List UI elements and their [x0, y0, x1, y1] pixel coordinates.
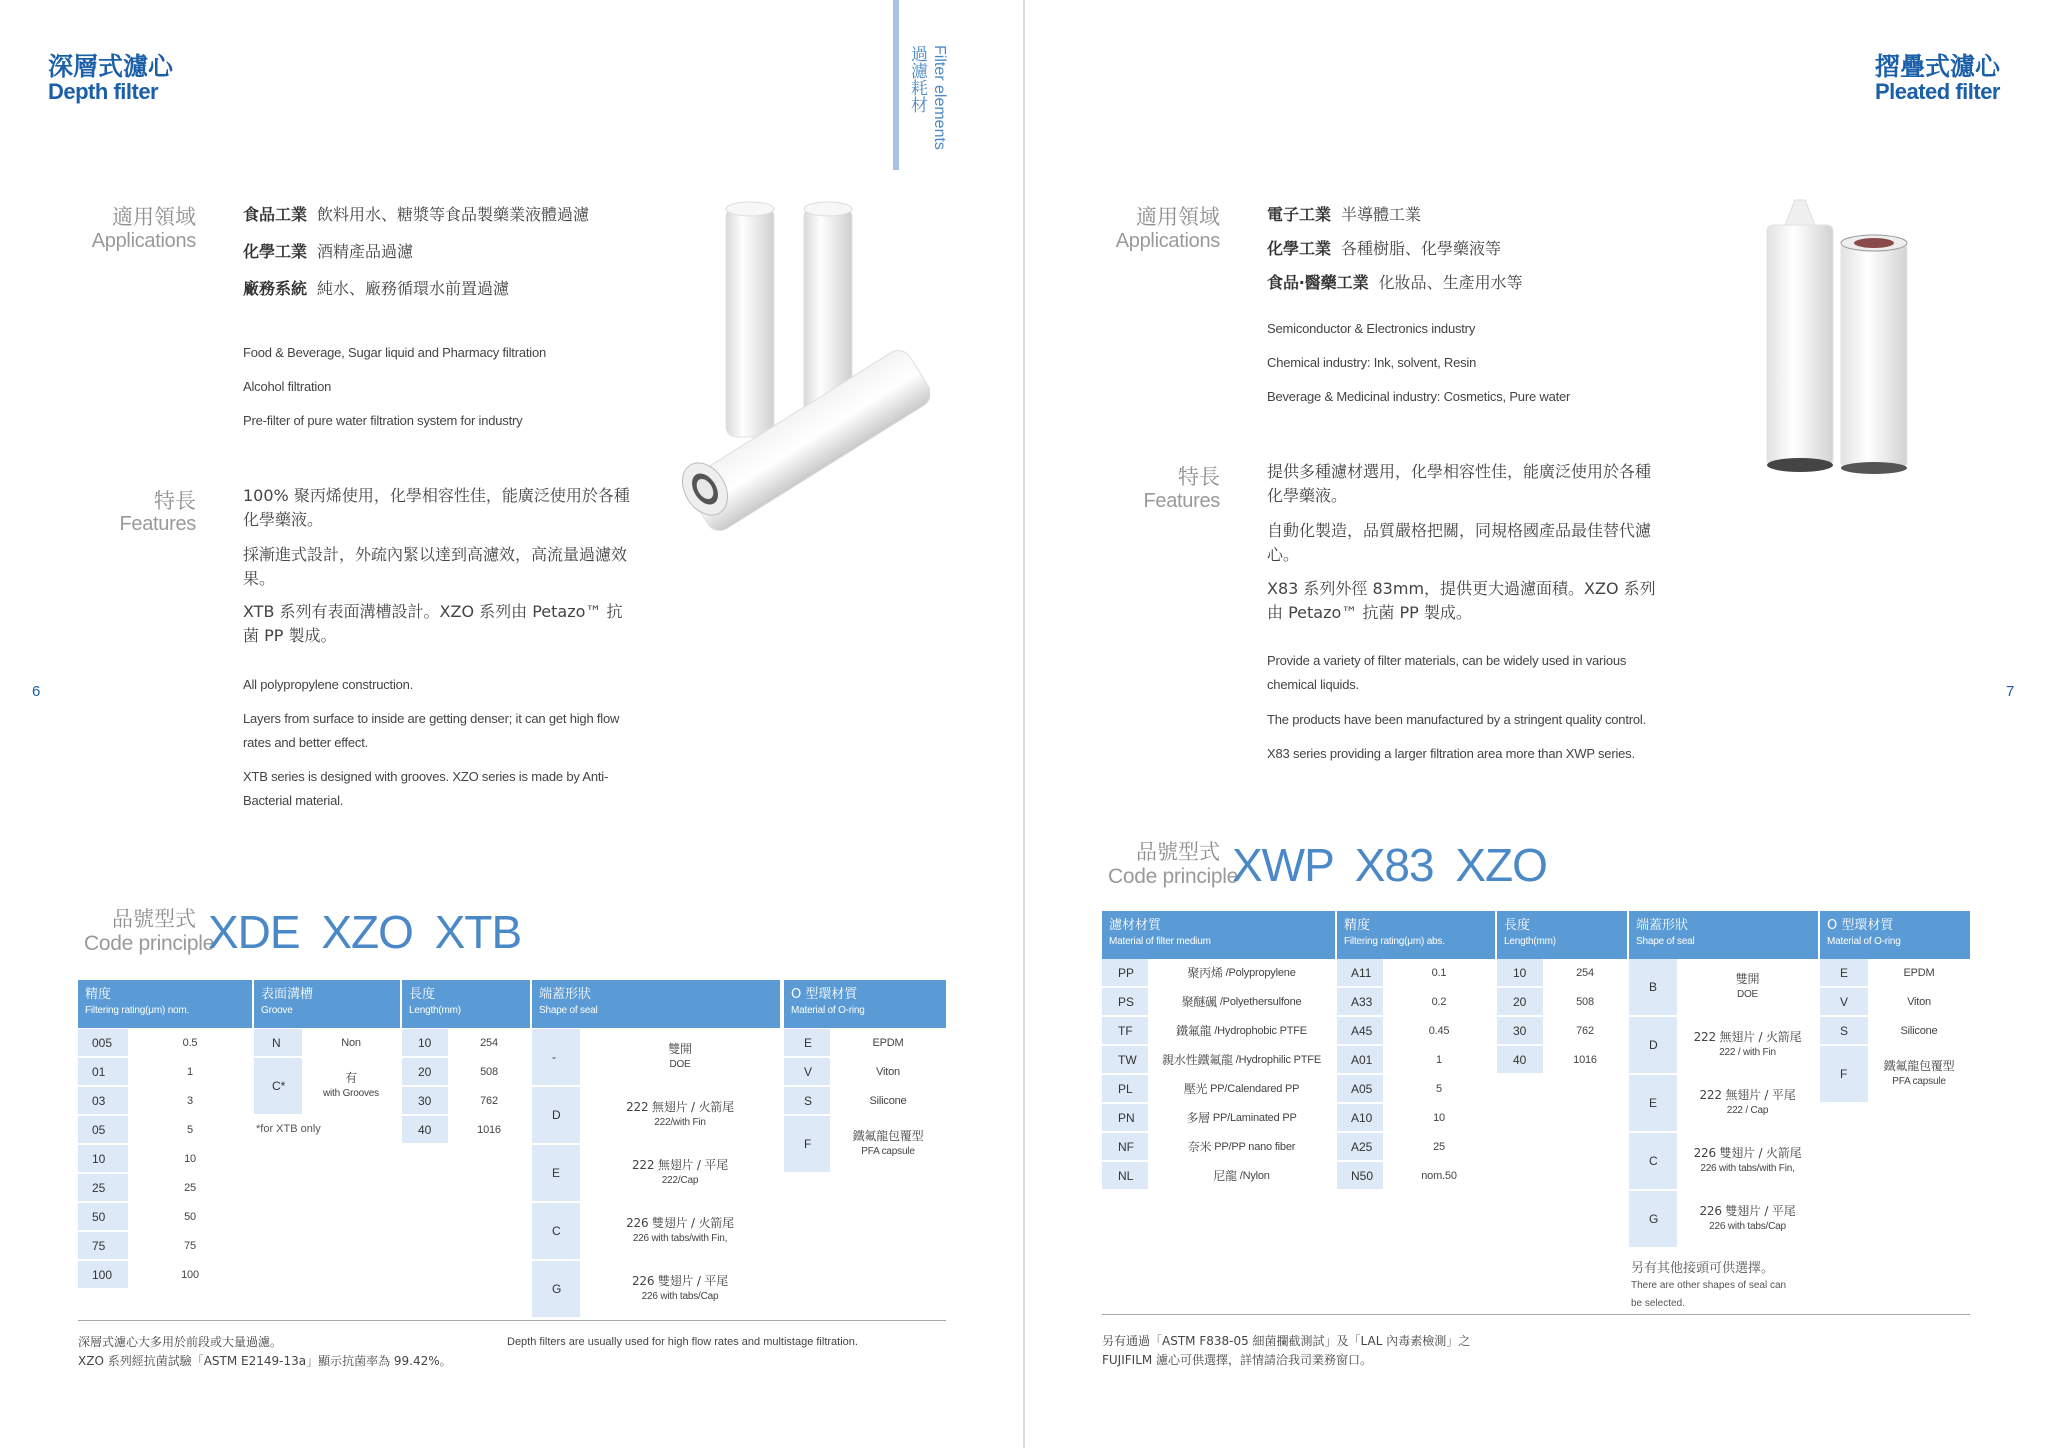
right-feature-en: X83 series providing a larger filtration area more than XWP series.	[1267, 746, 1635, 761]
left-applications-en: Applications	[91, 230, 196, 252]
right-app-en: Beverage & Medicinal industry: Cosmetics, Pure water	[1267, 389, 1571, 404]
medium-value: 多層 PP/Laminated PP	[1186, 1111, 1297, 1125]
length-code: 30	[402, 1087, 448, 1114]
seal-code: D	[1629, 1017, 1677, 1073]
medium-code: TW	[1102, 1046, 1148, 1073]
medium-code: TF	[1102, 1017, 1148, 1044]
seal-code: C	[1629, 1133, 1677, 1189]
rating-code: 25	[78, 1174, 128, 1201]
medium-code: PL	[1102, 1075, 1148, 1102]
right-header-rating: 精度 Filtering rating(μm) abs.	[1337, 911, 1495, 959]
oring-code: V	[784, 1058, 830, 1085]
rating-value: 75	[184, 1239, 196, 1252]
oring-value: Silicone	[869, 1094, 907, 1107]
length-value: 508	[480, 1065, 498, 1078]
right-header-seal: 端蓋形狀 Shape of seal	[1629, 911, 1818, 959]
right-applications-zh: 適用領域	[1136, 205, 1220, 229]
left-header-length: 長度 Length(mm)	[402, 980, 530, 1028]
right-features-zh: 特長	[1178, 465, 1220, 489]
side-tab-zh: 過濾耗材	[908, 45, 927, 113]
length-code: 40	[402, 1116, 448, 1143]
rating-code: 50	[78, 1203, 128, 1230]
left-app-line: 食品工業 飲料用水、糖漿等食品製藥業液體過濾	[243, 205, 590, 224]
right-feature-zh: 自動化製造，品質嚴格把關，同規格國產品最佳替代濾心。	[1267, 521, 1652, 564]
oring-code: S	[784, 1087, 830, 1114]
oring-value: Silicone	[1900, 1024, 1938, 1037]
left-table-rule	[78, 1320, 946, 1321]
oring-value: Viton	[876, 1065, 900, 1078]
medium-code: PN	[1102, 1104, 1148, 1131]
medium-code: NF	[1102, 1133, 1148, 1160]
left-applications-zh: 適用領域	[112, 205, 196, 229]
seal-code: E	[1629, 1075, 1677, 1131]
right-feature-zh: X83 系列外徑 83mm，提供更大過濾面積。XZO 系列由 Petazo™ 抗菌 PP 製成。	[1267, 579, 1656, 622]
seal-value: 222 無翅片 / 火箭尾 222/with Fin	[626, 1100, 734, 1128]
length-code: 40	[1497, 1046, 1543, 1073]
rating-value: 5	[187, 1123, 193, 1136]
rating-value: 10	[1433, 1111, 1445, 1124]
rating-value: 1	[1436, 1053, 1442, 1066]
length-value: 1016	[477, 1123, 501, 1136]
right-features-en: Features	[1143, 490, 1220, 512]
rating-code: 01	[78, 1058, 128, 1085]
pleated-filter-photo	[1755, 195, 1915, 480]
seal-value: 222 無翅片 / 平尾 222/Cap	[632, 1158, 728, 1186]
length-code: 20	[402, 1058, 448, 1085]
right-table-rule	[1102, 1314, 1970, 1315]
right-app-line: 食品‧醫藥工業 化妝品、生產用水等	[1267, 273, 1523, 292]
left-app-en: Alcohol filtration	[243, 379, 332, 394]
oring-value: 鐵氟龍包覆型 PFA capsule	[1883, 1059, 1955, 1087]
seal-code: G	[532, 1261, 580, 1317]
oring-code: E	[1820, 959, 1868, 986]
oring-code: F	[784, 1116, 830, 1172]
right-code-series: XWP X83 XZO	[1232, 839, 1547, 891]
seal-value: 222 無翅片 / 火箭尾 222 / with Fin	[1693, 1030, 1802, 1058]
left-feature-en: XTB series is designed with grooves. XZO series is made by Anti-Bacterial material.	[243, 769, 609, 808]
rating-code: 03	[78, 1087, 128, 1114]
right-feature-zh: 提供多種濾材選用，化學相容性佳，能廣泛使用於各種化學藥液。	[1267, 462, 1652, 505]
seal-code: G	[1629, 1191, 1677, 1247]
medium-value: 壓光 PP/Calendared PP	[1183, 1082, 1300, 1096]
medium-value: 尼龍 /Nylon	[1213, 1169, 1270, 1183]
seal-value: 226 雙翅片 / 平尾 226 with tabs/Cap	[1699, 1204, 1796, 1232]
seal-code: B	[1629, 959, 1677, 1015]
left-header-oring: O 型環材質 Material of O-ring	[784, 980, 946, 1028]
rating-value: 25	[184, 1181, 196, 1194]
rating-value: 25	[1433, 1140, 1445, 1153]
oring-code: S	[1820, 1017, 1868, 1044]
rating-value: 0.45	[1428, 1024, 1450, 1037]
rating-value: 0.2	[1431, 995, 1447, 1008]
right-header-length: 長度 Length(mm)	[1497, 911, 1627, 959]
length-value: 762	[480, 1094, 498, 1107]
oring-value: EPDM	[1903, 966, 1935, 979]
seal-note-zh: 另有其他接頭可供選擇。	[1631, 1260, 1775, 1275]
rating-value: 3	[187, 1094, 193, 1107]
groove-code: N	[254, 1029, 302, 1056]
rating-code: A05	[1337, 1075, 1383, 1102]
rating-value: 10	[184, 1152, 196, 1165]
rating-code: 100	[78, 1261, 128, 1288]
length-code: 20	[1497, 988, 1543, 1015]
left-feature-en: All polypropylene construction.	[243, 677, 414, 692]
left-features-en: Features	[119, 513, 196, 535]
right-app-line: 化學工業 各種樹脂、化學藥液等	[1267, 239, 1502, 258]
page-number-left: 6	[32, 683, 41, 700]
left-footer-zh: 深層式濾心大多用於前段或大量過濾。 XZO 系列經抗菌試驗「ASTM E2149-13a」顯示抗菌率為 99.42%。	[78, 1335, 452, 1368]
medium-code: NL	[1102, 1162, 1148, 1189]
right-app-en: Semiconductor & Electronics industry	[1267, 321, 1476, 336]
medium-value: 鐵氟龍 /Hydrophobic PTFE	[1176, 1024, 1307, 1038]
medium-code: PS	[1102, 988, 1148, 1015]
rating-code: 05	[78, 1116, 128, 1143]
groove-note: *for XTB only	[256, 1123, 321, 1135]
rating-code: A01	[1337, 1046, 1383, 1073]
seal-value: 222 無翅片 / 平尾 222 / Cap	[1699, 1088, 1796, 1116]
medium-value: 聚醚碸 /Polyethersulfone	[1181, 995, 1302, 1009]
page-spine	[1023, 0, 1025, 1448]
right-applications-en: Applications	[1115, 230, 1220, 252]
left-app-en: Pre-filter of pure water filtration system for industry	[243, 413, 523, 428]
medium-value: 聚丙烯 /Polypropylene	[1187, 966, 1296, 980]
right-page-title-zh: 摺疊式濾心	[1874, 52, 2000, 81]
length-code: 10	[402, 1029, 448, 1056]
rating-code: A10	[1337, 1104, 1383, 1131]
oring-value: EPDM	[872, 1036, 904, 1049]
rating-value: 5	[1436, 1082, 1442, 1095]
left-app-line: 化學工業 酒精產品過濾	[243, 242, 414, 261]
oring-value: Viton	[1907, 995, 1931, 1008]
seal-code: -	[532, 1029, 580, 1085]
right-code-en: Code principle	[1108, 865, 1239, 888]
rating-code: A33	[1337, 988, 1383, 1015]
oring-code: F	[1820, 1046, 1868, 1102]
left-feature-zh: 100% 聚丙烯使用，化學相容性佳，能廣泛使用於各種化學藥液。	[243, 486, 630, 529]
groove-value: Non	[341, 1036, 361, 1049]
medium-code: PP	[1102, 959, 1148, 986]
groove-code: C*	[254, 1058, 302, 1114]
right-footer-zh: 另有通過「ASTM F838-05 細菌攔截測試」及「LAL 內毒素檢測」之 FUJIFILM 濾心可供選擇，詳情請洽我司業務窗口。	[1102, 1334, 1471, 1367]
left-header-seal: 端蓋形狀 Shape of seal	[532, 980, 780, 1028]
left-code-zh: 品號型式	[112, 907, 196, 931]
rating-code: A45	[1337, 1017, 1383, 1044]
rating-value: 100	[181, 1268, 199, 1281]
left-page-title-en: Depth filter	[48, 79, 159, 104]
right-header-oring: O 型環材質 Material of O-ring	[1820, 911, 1970, 959]
length-value: 762	[1576, 1024, 1594, 1037]
seal-code: D	[532, 1087, 580, 1143]
rating-value: nom.50	[1421, 1169, 1457, 1182]
left-app-en: Food & Beverage, Sugar liquid and Pharmacy filtration	[243, 345, 547, 360]
oring-code: E	[784, 1029, 830, 1056]
seal-value: 雙開 DOE	[1735, 972, 1760, 1000]
left-feature-zh: XTB 系列有表面溝槽設計。XZO 系列由 Petazo™ 抗菌 PP 製成。	[243, 602, 623, 645]
left-feature-zh: 採漸進式設計，外疏內緊以達到高濾效，高流量過濾效果。	[243, 545, 628, 588]
left-footer-en: Depth filters are usually used for high flow rates and multistage filtration.	[507, 1336, 858, 1348]
rating-code: 005	[78, 1029, 128, 1056]
medium-value: 奈米 PP/PP nano fiber	[1187, 1140, 1296, 1154]
right-header-medium: 濾材材質 Material of filter medium	[1102, 911, 1335, 959]
rating-code: 75	[78, 1232, 128, 1259]
right-page-title-en: Pleated filter	[1874, 79, 2000, 104]
left-page-title-zh: 深層式濾心	[48, 52, 174, 81]
left-code-en: Code principle	[84, 932, 215, 955]
side-tab-bar	[893, 0, 899, 170]
groove-value: 有 with Grooves	[323, 1071, 379, 1099]
left-app-line: 廠務系統 純水、廠務循環水前置過濾	[243, 279, 510, 298]
right-code-zh: 品號型式	[1136, 840, 1220, 864]
length-value: 254	[1576, 966, 1594, 979]
depth-filter-photo	[680, 195, 930, 535]
left-header-rating: 精度 Filtering rating(μm) nom.	[78, 980, 252, 1028]
length-code: 10	[1497, 959, 1543, 986]
left-features-zh: 特長	[154, 489, 196, 513]
length-value: 508	[1576, 995, 1594, 1008]
seal-value: 226 雙翅片 / 火箭尾 226 with tabs/with Fin,	[1693, 1146, 1802, 1174]
length-code: 30	[1497, 1017, 1543, 1044]
rating-code: N50	[1337, 1162, 1383, 1189]
right-app-en: Chemical industry: Ink, solvent, Resin	[1267, 355, 1477, 370]
rating-value: 0.5	[182, 1036, 198, 1049]
left-code-series: XDE XZO XTB	[208, 906, 522, 958]
seal-value: 雙開 DOE	[668, 1042, 692, 1070]
left-header-groove: 表面溝槽 Groove	[254, 980, 400, 1028]
seal-code: E	[532, 1145, 580, 1201]
rating-value: 0.1	[1431, 966, 1447, 979]
left-feature-en: Layers from surface to inside are getting denser; it can get high flow rates and better effect.	[243, 711, 620, 750]
rating-code: A11	[1337, 959, 1383, 986]
oring-value: 鐵氟龍包覆型 PFA capsule	[852, 1129, 924, 1157]
seal-value: 226 雙翅片 / 火箭尾 226 with tabs/with Fin,	[626, 1216, 734, 1244]
length-value: 1016	[1573, 1053, 1597, 1066]
rating-value: 50	[184, 1210, 196, 1223]
seal-value: 226 雙翅片 / 平尾 226 with tabs/Cap	[632, 1274, 728, 1302]
length-value: 254	[480, 1036, 498, 1049]
right-feature-en: Provide a variety of filter materials, can be widely used in various chemical liquids.	[1267, 653, 1627, 692]
oring-code: V	[1820, 988, 1868, 1015]
rating-code: A25	[1337, 1133, 1383, 1160]
medium-value: 親水性鐵氟龍 /Hydrophilic PTFE	[1162, 1053, 1321, 1067]
seal-code: C	[532, 1203, 580, 1259]
side-tab-en: Filter elements	[931, 45, 948, 150]
seal-note-en: There are other shapes of seal can be selected.	[1631, 1280, 1787, 1309]
right-app-line: 電子工業 半導體工業	[1267, 205, 1422, 224]
page-number-right: 7	[2006, 683, 2015, 700]
rating-value: 1	[187, 1065, 193, 1078]
right-feature-en: The products have been manufactured by a stringent quality control.	[1267, 712, 1646, 727]
rating-code: 10	[78, 1145, 128, 1172]
